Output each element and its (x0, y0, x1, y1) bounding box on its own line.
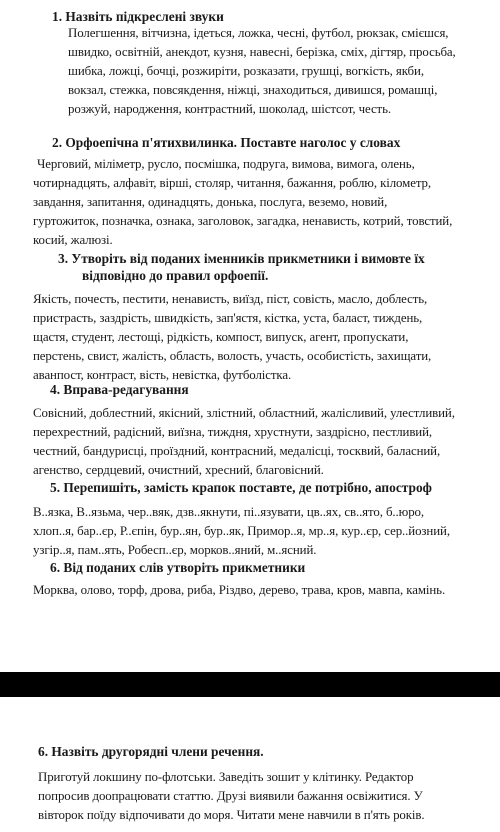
section-2-line: завдання, запитання, одинадцять, донька, послуга, веземо, новий, (33, 195, 388, 209)
section-1-line: шибка, ложці, бочці, розжиріти, розказати, грушці, вогкість, якби, (68, 64, 424, 78)
black-separator-band (0, 672, 500, 697)
section-4-line: перехрестний, радісний, виїзна, тиждня, хрустнути, заздрісно, пестливий, (33, 425, 433, 439)
section-6b-line: Приготуй локшину по-флотськи. Заведіть зошит у клітинку. Редактор (38, 770, 414, 784)
section-4-title: 4. Вправа-редагування (50, 382, 189, 397)
section-6b-line: попросив доопрацювати статтю. Друзі виявили бажання освіжитися. У (38, 789, 423, 803)
section-2-title: 2. Орфоепічна п'ятихвилинка. Поставте наголос у словах (52, 135, 401, 150)
section-5-line: В..язка, В..язьма, чер..вяк, дзв..якнути, пі..язувати, цв..ях, св..ято, б..юро, (33, 505, 425, 519)
section-5-line: хлоп..я, бар..єр, Р..єпін, бур..ян, бур..як, Примор..я, мр..я, кур..єр, сер..йозний, (33, 524, 450, 538)
section-6b-line: вівторок поїду відпочивати до моря. Читати мене навчили в п'ять років. (38, 808, 425, 822)
section-6b-title: 6. Назвіть другорядні члени речення. (38, 744, 264, 759)
section-2-line: чотирнадцять, алфавіт, вірші, столяр, читання, бажання, роблю, кілометр, (33, 176, 431, 190)
section-3-line: щастя, студент, лестощі, рідкість, компост, випуск, агент, пропускати, (33, 330, 409, 344)
section-2-line: гуртожиток, позначка, ознака, заголовок, загадка, ненависть, котрий, товстий, (33, 214, 453, 228)
section-5-title: 5. Перепишіть, замість крапок поставте, де потрібно, апостроф (50, 480, 432, 495)
section-3-title: 3. Утворіть від поданих іменників прикметники і вимовте їх (58, 251, 425, 266)
section-1-line: вокзал, стежка, повсякдення, ніжці, знаходиться, дивишся, ромашці, (68, 83, 438, 97)
section-6a-line: Морква, олово, торф, дрова, риба, Різдво, дерево, трава, кров, мавпа, камінь. (33, 583, 446, 597)
section-1-title: 1. Назвіть підкреслені звуки (52, 9, 224, 24)
section-5-line: узгір..я, пам..ять, Робесп..єр, морков..яний, м..ясний. (33, 543, 317, 557)
section-3-line: пристрасть, заздрість, швидкість, зап'ястя, кістка, уста, баласт, тиждень, (33, 311, 423, 325)
section-3-title-cont: відповідно до правил орфоепії. (82, 268, 269, 283)
section-4-line: Совісний, доблестний, якісний, злістний, областний, жалісливий, улестливий, (33, 406, 455, 420)
section-3-line: перстень, свист, жалість, область, волость, участь, особистість, захищати, (33, 349, 432, 363)
section-3-line: Якість, почесть, пестити, ненависть, виїзд, піст, совість, масло, доблесть, (33, 292, 428, 306)
section-4-line: честний, бандурисці, проїздний, контрасний, медалісці, тосквий, баласний, (33, 444, 441, 458)
section-6a-title: 6. Від поданих слів утворіть прикметники (50, 560, 306, 575)
section-1-line: розжуй, народження, контрастний, шоколад, шістсот, честь. (68, 102, 391, 116)
section-3-line: аванпост, контраст, вість, невістка, футболістка. (33, 368, 292, 382)
section-2-line: косий, жалюзі. (33, 233, 113, 247)
section-4-line: агенство, сердцевий, очистний, хресний, благовісний. (33, 463, 324, 477)
section-2-line: Черговий, міліметр, русло, посмішка, подруга, вимова, вимога, олень, (37, 157, 415, 171)
section-1-line: швидко, освітній, анекдот, кузня, навесні, берізка, сміх, дігтяр, просьба, (68, 45, 456, 59)
section-1-line: Полегшення, вітчизна, ідеться, ложка, чесні, футбол, рюкзак, смієшся, (68, 26, 449, 40)
